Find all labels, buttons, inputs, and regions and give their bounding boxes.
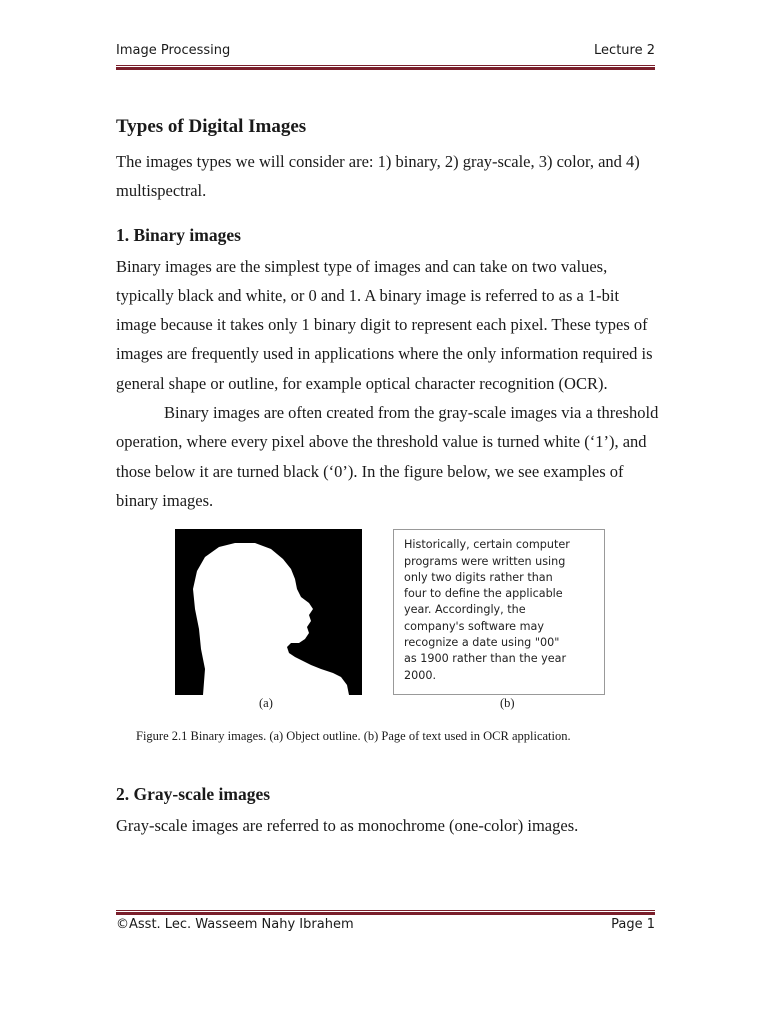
page-title: Types of Digital Images xyxy=(116,116,307,137)
page-content xyxy=(116,110,661,841)
ocr-line: only two digits rather than xyxy=(404,570,553,584)
binary-paragraph-1: Binary images are the simplest type of images and can take on two values, typically black and white, or 0 and 1. A binary image is referred to as a 1-bit image because it takes only 1 binary digit to represent each pixel. These types of images are frequently used in applications where the only information required is general shape or outline, for example optical character recognition (OCR). xyxy=(116,256,653,393)
ocr-line: four to define the applicable xyxy=(404,587,563,601)
binary-silhouette-image xyxy=(175,529,362,695)
ocr-line: Historically, certain computer xyxy=(404,538,570,552)
figure-2-1 xyxy=(116,529,661,717)
page-header xyxy=(116,43,655,63)
ocr-line: programs were written using xyxy=(404,554,566,568)
ocr-line: company's software may xyxy=(404,619,544,633)
ocr-line: 2000. xyxy=(404,668,437,682)
grayscale-paragraph-1: Gray-scale images are referred to as monochrome (one-color) images. xyxy=(116,816,579,836)
figure-caption: Figure 2.1 Binary images. (a) Object outline. (b) Page of text used in OCR application. xyxy=(136,729,571,744)
page-footer xyxy=(116,917,655,937)
footer-page-number: Page 1 xyxy=(611,917,655,932)
binary-paragraph-2: Binary images are often created from the gray-scale images via a threshold operation, where every pixel above the threshold value is turned white (‘1’), and those below it are turned black (‘0’). In the figure below, we see examples of binary images. xyxy=(116,403,659,510)
ocr-line: as 1900 rather than the year xyxy=(404,652,567,666)
ocr-line: recognize a date using "00" xyxy=(404,636,560,650)
figure-label-a: (a) xyxy=(259,696,273,711)
ocr-text-image xyxy=(393,529,605,695)
header-rule xyxy=(116,65,655,71)
footer-rule xyxy=(116,910,655,916)
section-heading-grayscale: 2. Gray-scale images xyxy=(116,784,271,805)
header-lecture-number: Lecture 2 xyxy=(594,43,655,58)
section-heading-binary: 1. Binary images xyxy=(116,224,241,245)
figure-label-b: (b) xyxy=(500,696,515,711)
intro-paragraph: The images types we will consider are: 1) binary, 2) gray-scale, 3) color, and 4) multispectral. xyxy=(116,152,640,201)
ocr-line: year. Accordingly, the xyxy=(404,603,526,617)
footer-author: ©Asst. Lec. Wasseem Nahy Ibrahem xyxy=(116,917,354,932)
header-course-title: Image Processing xyxy=(116,43,231,58)
